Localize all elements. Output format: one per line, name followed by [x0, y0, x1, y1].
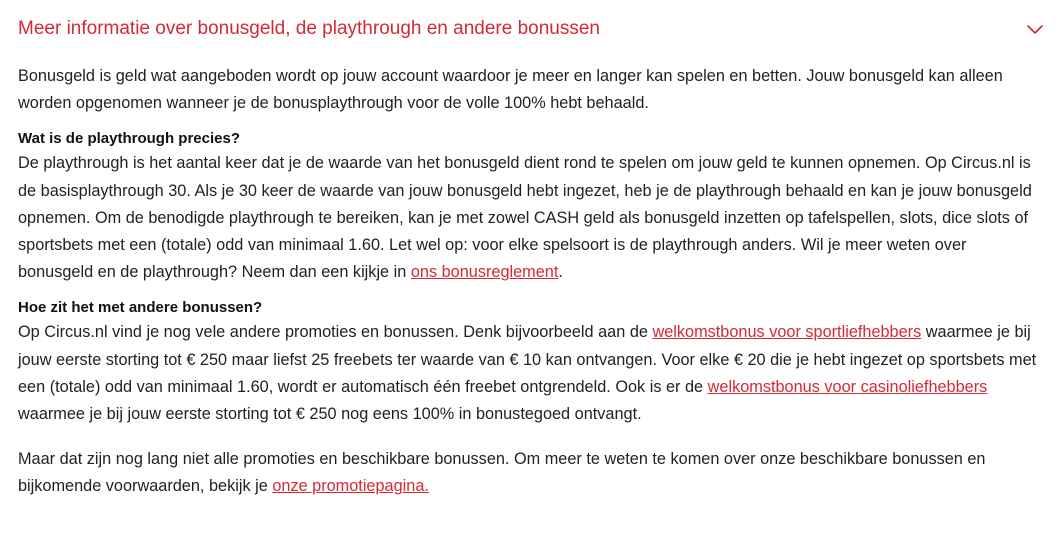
other-bonuses-section	[18, 298, 1044, 428]
accordion-title[interactable]: Meer informatie over bonusgeld, de playthrough en andere bonussen	[18, 18, 600, 39]
playthrough-heading: Wat is de playthrough precies?	[18, 130, 240, 148]
accordion-header[interactable]	[18, 0, 1044, 60]
bonus-rules-link[interactable]: ons bonusreglement	[410, 263, 559, 282]
promotions-page-link[interactable]: onze promotiepagina.	[272, 477, 429, 496]
playthrough-paragraph: De playthrough is het aantal keer dat je de waarde van het bonusgeld dient rond te spelen om jouw geld te kunnen opnemen. Op Circus.nl is de basisplaythrough 30. Als je 30 keer de waarde van jouw bonusgeld hebt ingezet, heb je de playthrough behaald en kan je jouw bonusgeld opnemen. Om de benodigde playthrough te bereiken, kan je met zowel CASH geld als bonusgeld inzetten op tafelspellen, slots, dice slots of sportsbets met een (totale) odd van minimaal 1.60. Let wel op: voor elke spelsoort is de playthrough anders. Wil je meer weten over bonusgeld en de playthrough? Neem dan een kijkje in ons bonusreglement.	[18, 154, 1032, 282]
playthrough-section	[18, 129, 1044, 286]
intro-paragraph: Bonusgeld is geld wat aangeboden wordt op jouw account waardoor je meer en langer kan spelen en betten. Jouw bonusgeld kan alleen worden opgenomen wanneer je de bonusplaythrough voor de volle 100% hebt behaald.	[18, 67, 1003, 113]
closing-paragraph: Maar dat zijn nog lang niet alle promoties en beschikbare bonussen. Om meer te weten te komen over onze beschikbare bonussen en bijkomende voorwaarden, bekijk je onze promotiepagina.	[18, 450, 986, 496]
other-bonuses-heading: Hoe zit het met andere bonussen?	[18, 299, 263, 317]
sports-welcome-bonus-link[interactable]: welkomstbonus voor sportliefhebbers	[652, 323, 922, 342]
casino-welcome-bonus-link[interactable]: welkomstbonus voor casinoliefhebbers	[707, 377, 988, 396]
other-bonuses-paragraph: Op Circus.nl vind je nog vele andere promoties en bonussen. Denk bijvoorbeeld aan de welkomstbonus voor sportliefhebbers waarmee je bij jouw eerste storting tot € 250 maar liefst 25 freebets ter waarde van € 10 kan ontvangen. Voor elke € 20 die je hebt ingezet op sportsbets met een (totale) odd van minimaal 1.60, wordt er automatisch één freebet ontgrendeld. Ook is er de welkomstbonus voor casinoliefhebbers waarmee je bij jouw eerste storting tot € 250 nog eens 100% in bonustegoed ontvangt.	[18, 323, 1037, 424]
chevron-down-icon[interactable]	[1026, 22, 1044, 36]
accordion-content	[18, 63, 1044, 501]
